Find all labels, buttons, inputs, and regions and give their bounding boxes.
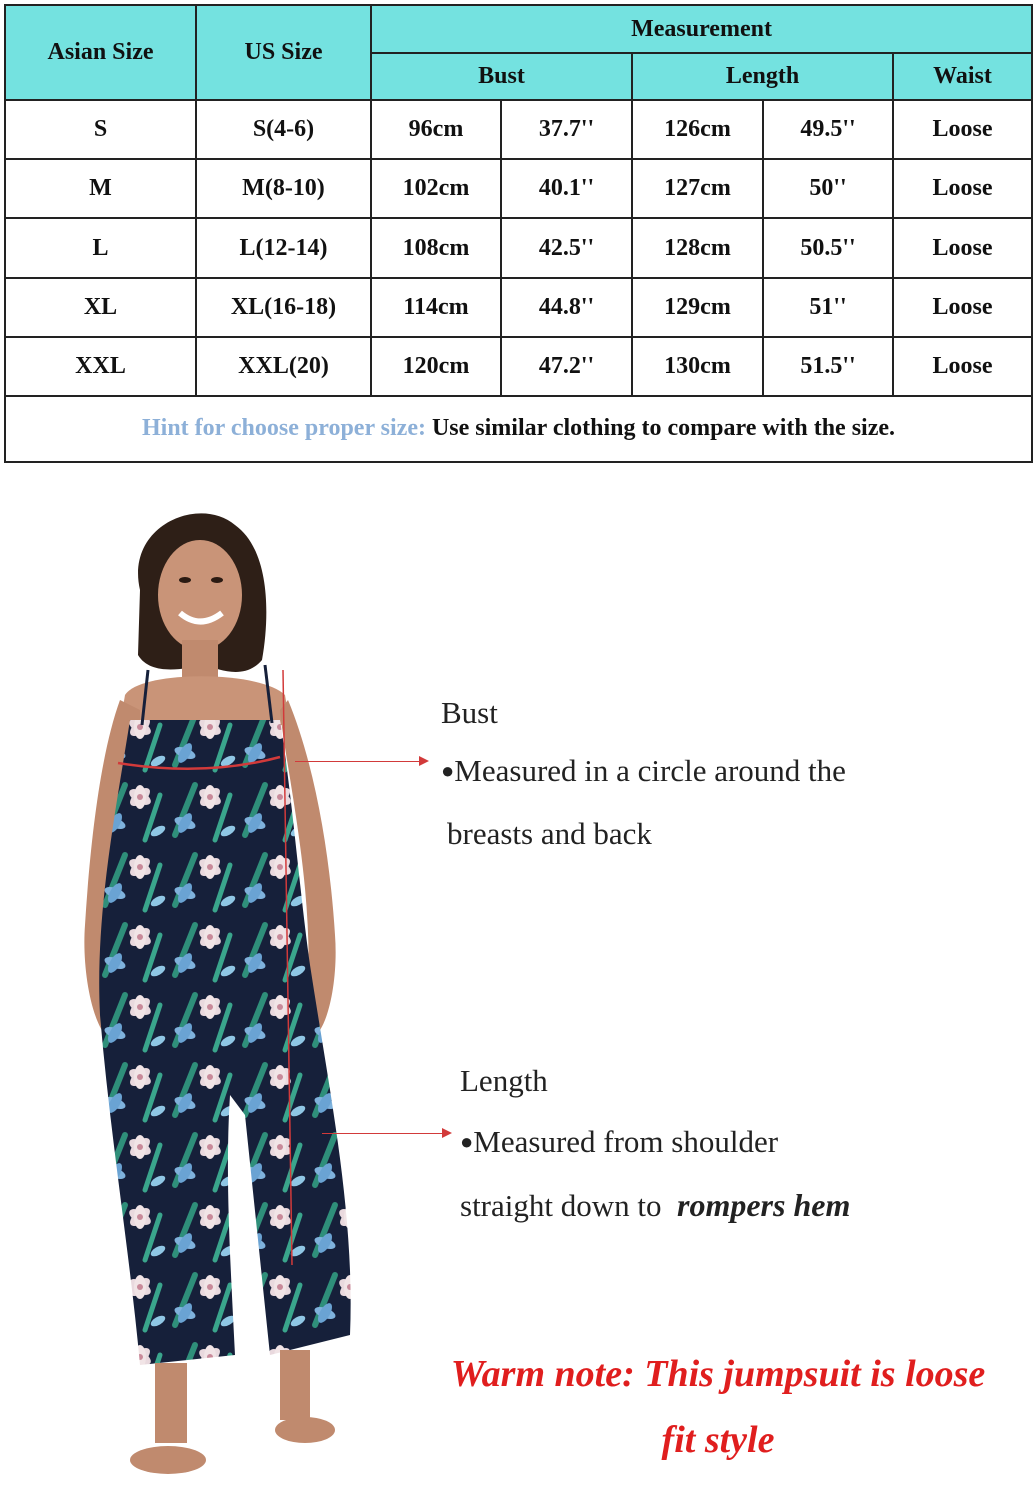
- cell-length-cm: 130cm: [632, 337, 763, 396]
- table-row: [5, 100, 1032, 159]
- header-us-size: US Size: [196, 5, 371, 100]
- cell-length-in: 49.5'': [763, 100, 893, 159]
- cell-bust-cm: 102cm: [371, 159, 501, 218]
- header-bust: Bust: [371, 53, 632, 100]
- cell-bust-cm: 120cm: [371, 337, 501, 396]
- cell-bust-cm: 108cm: [371, 218, 501, 277]
- cell-bust-in: 37.7'': [501, 100, 632, 159]
- cell-us-size: S(4-6): [196, 100, 371, 159]
- cell-us-size: L(12-14): [196, 218, 371, 277]
- cell-asian-size: S: [5, 100, 196, 159]
- size-hint: [5, 396, 1032, 462]
- cell-length-in: 50.5'': [763, 218, 893, 277]
- cell-us-size: M(8-10): [196, 159, 371, 218]
- length-pointer-arrow: [322, 1133, 450, 1134]
- cell-waist: Loose: [893, 100, 1032, 159]
- length-desc-line-2: straight down to rompers hem: [460, 1187, 851, 1223]
- cell-bust-cm: 114cm: [371, 278, 501, 337]
- model-photo: [30, 495, 380, 1495]
- header-measurement: Measurement: [371, 5, 1032, 53]
- cell-waist: Loose: [893, 337, 1032, 396]
- bust-desc-line-1: ●Measured in a circle around the: [441, 753, 846, 788]
- warm-note-line-1: Warm note: This jumpsuit is loose: [450, 1353, 986, 1395]
- cell-asian-size: L: [5, 218, 196, 277]
- header-waist: Waist: [893, 53, 1032, 100]
- cell-us-size: XL(16-18): [196, 278, 371, 337]
- bust-title: Bust: [441, 695, 498, 730]
- table-row: [5, 159, 1032, 218]
- cell-asian-size: XXL: [5, 337, 196, 396]
- bust-description: [441, 741, 846, 864]
- bullet-icon: ●: [441, 758, 455, 783]
- cell-length-in: 51'': [763, 278, 893, 337]
- cell-bust-in: 44.8'': [501, 278, 632, 337]
- cell-bust-in: 42.5'': [501, 218, 632, 277]
- cell-us-size: XXL(20): [196, 337, 371, 396]
- cell-length-cm: 129cm: [632, 278, 763, 337]
- bullet-icon: ●: [460, 1129, 474, 1154]
- rompers-hem-emphasis: rompers hem: [677, 1187, 851, 1223]
- cell-asian-size: XL: [5, 278, 196, 337]
- cell-asian-size: M: [5, 159, 196, 218]
- cell-length-in: 50'': [763, 159, 893, 218]
- warm-note-line-2: fit style: [661, 1419, 775, 1461]
- cell-waist: Loose: [893, 218, 1032, 277]
- table-row: [5, 218, 1032, 277]
- cell-bust-cm: 96cm: [371, 100, 501, 159]
- cell-length-in: 51.5'': [763, 337, 893, 396]
- length-title: Length: [460, 1063, 548, 1098]
- header-asian-size: Asian Size: [5, 5, 196, 100]
- length-description: [460, 1112, 850, 1236]
- cell-waist: Loose: [893, 159, 1032, 218]
- cell-length-cm: 127cm: [632, 159, 763, 218]
- cell-length-cm: 126cm: [632, 100, 763, 159]
- table-row: [5, 337, 1032, 396]
- table-row: [5, 278, 1032, 337]
- hint-label: Hint for choose proper size:: [142, 415, 426, 442]
- hint-text: Use similar clothing to compare with the size.: [431, 415, 896, 442]
- size-chart-table: [4, 4, 1033, 463]
- warm-note: [400, 1345, 1036, 1469]
- header-length: Length: [632, 53, 893, 100]
- bust-pointer-arrow: [295, 761, 427, 762]
- bust-desc-line-2: breasts and back: [447, 816, 652, 851]
- cell-bust-in: 47.2'': [501, 337, 632, 396]
- cell-bust-in: 40.1'': [501, 159, 632, 218]
- length-desc-line-1: ●Measured from shoulder: [460, 1124, 779, 1159]
- cell-length-cm: 128cm: [632, 218, 763, 277]
- cell-waist: Loose: [893, 278, 1032, 337]
